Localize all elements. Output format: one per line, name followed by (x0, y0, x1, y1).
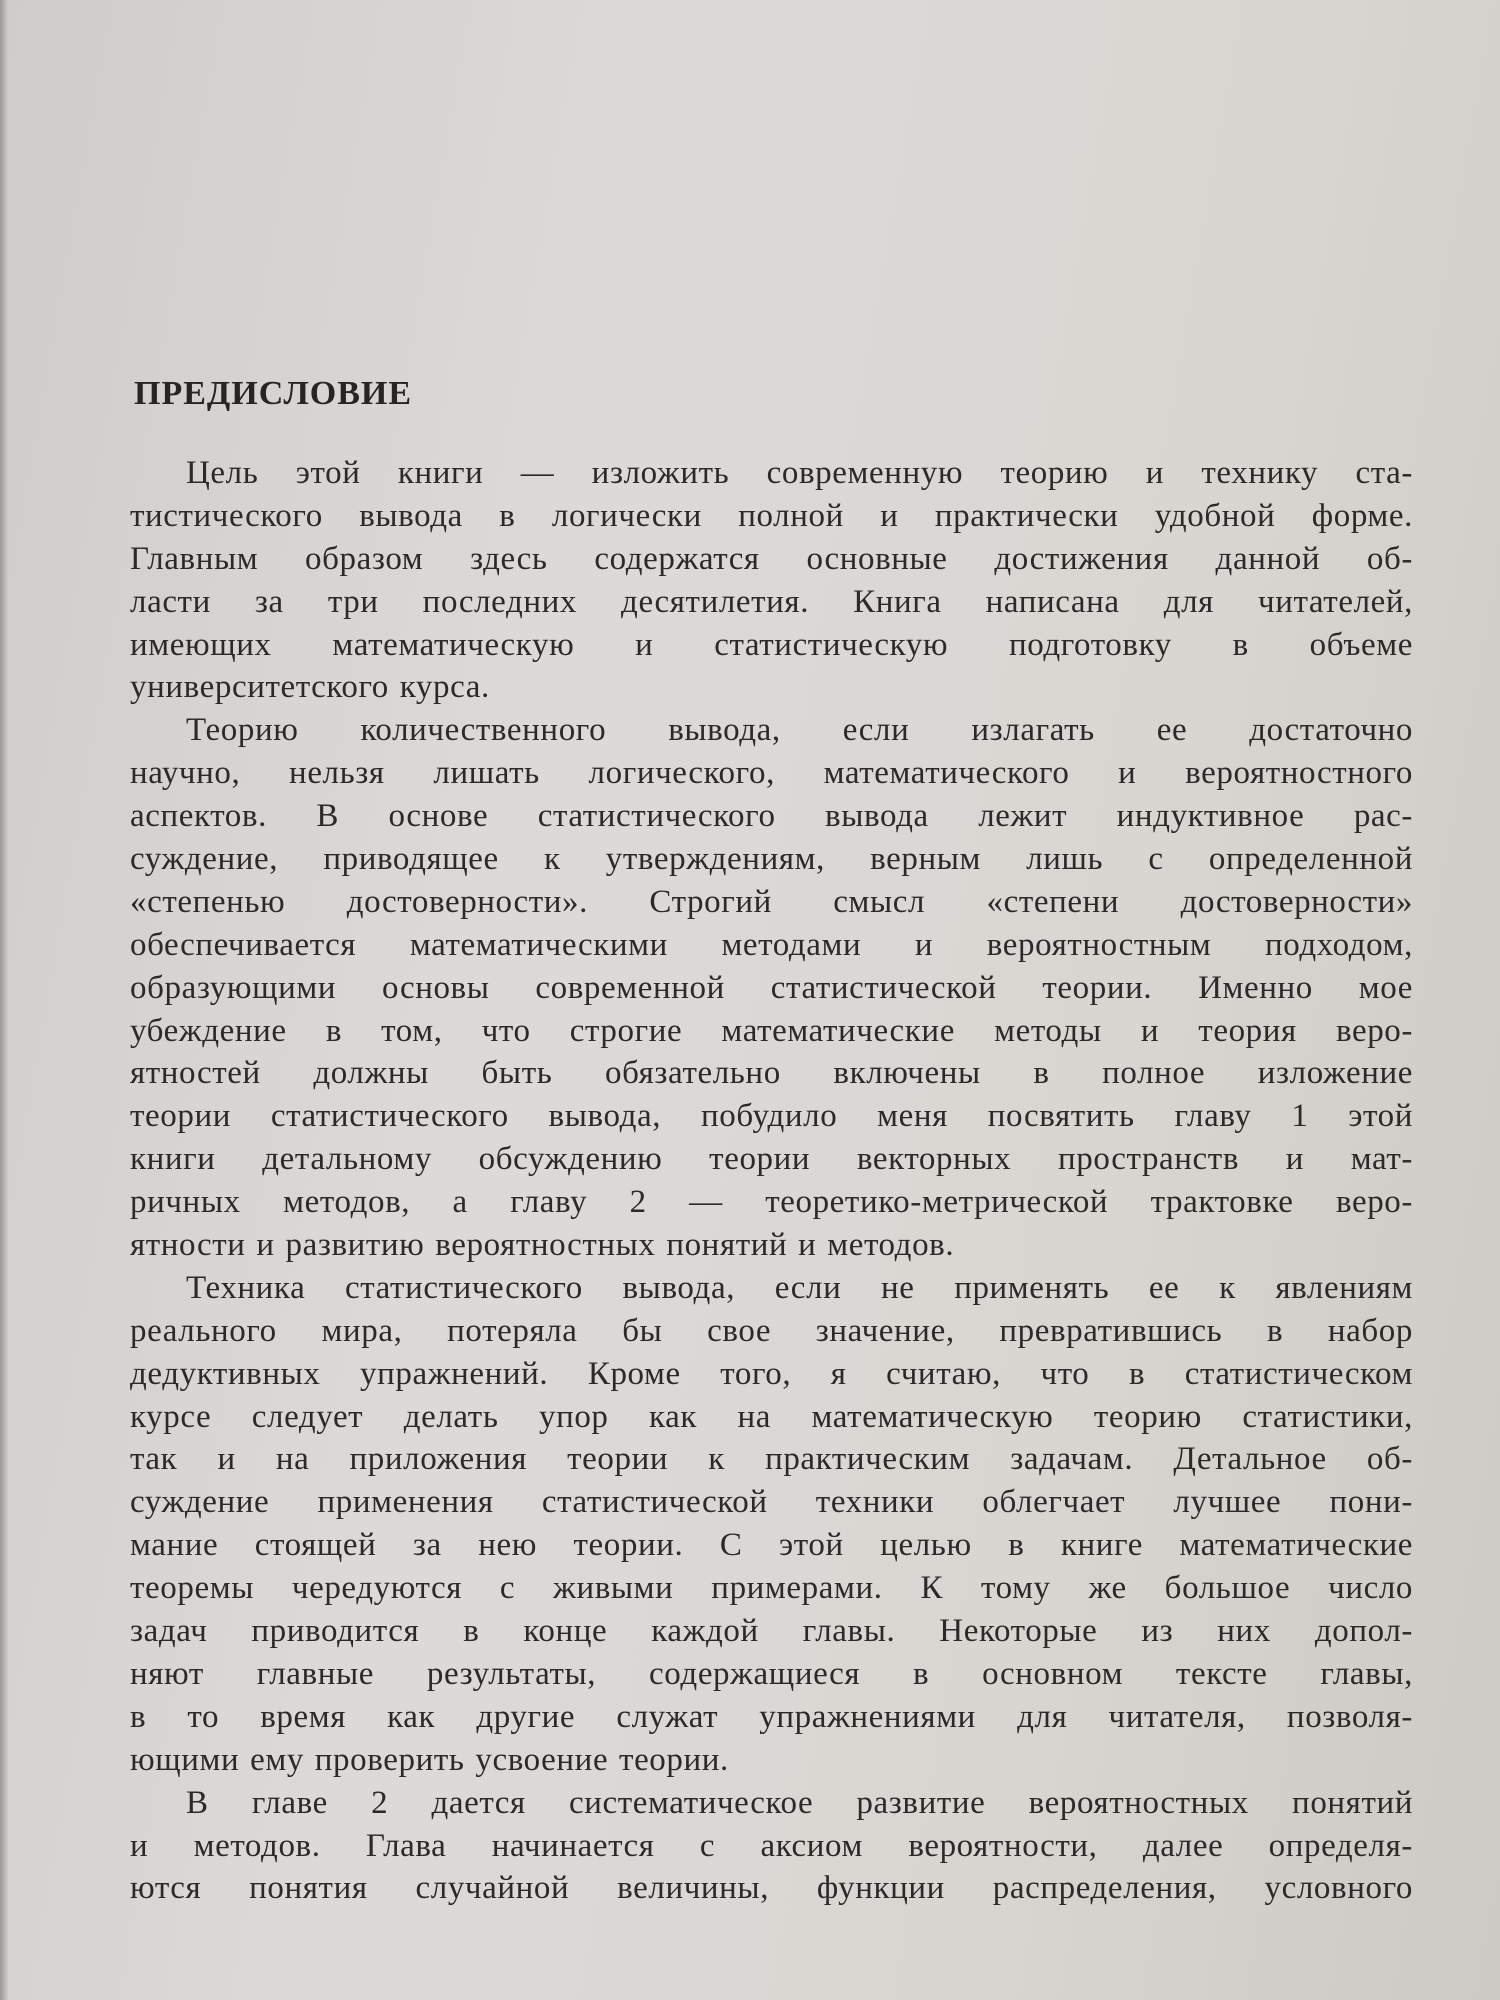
text-line: ласти за три последних десятилетия. Книга написана для читателей, (130, 583, 1413, 620)
text-line: ятности и развитию вероятностных понятий и методов. (130, 1227, 955, 1264)
text-line: в то время как другие служат упражнениями для читателя, позволя- (130, 1698, 1413, 1735)
text-line: так и на приложения теории к практическим задачам. Детальное об- (130, 1441, 1413, 1478)
text-line: аспектов. В основе статистического вывода лежит индуктивное рас- (130, 798, 1413, 835)
paragraph (130, 1782, 1413, 1911)
text-line: и методов. Глава начинается с аксиом вероятности, далее определя- (130, 1827, 1413, 1864)
text-line: теоремы чередуются с живыми примерами. К тому же большое число (130, 1570, 1413, 1607)
text-line: ятностей должны быть обязательно включены в полное изложение (130, 1055, 1413, 1092)
paragraph (130, 1267, 1413, 1782)
text-line: задач приводится в конце каждой главы. Некоторые из них допол- (130, 1613, 1413, 1650)
page-edge (0, 0, 8, 2000)
body-text (130, 452, 1413, 1910)
text-line: тистического вывода в логически полной и практически удобной форме. (130, 497, 1413, 534)
text-line: суждение применения статистической техники облегчает лучшее пони- (130, 1484, 1413, 1521)
text-line: университетского курса. (130, 669, 490, 706)
text-line: образующими основы современной статистической теории. Именно мое (130, 969, 1413, 1006)
text-line: В главе 2 дается систематическое развитие вероятностных понятий (186, 1784, 1413, 1821)
text-line: реального мира, потеряла бы свое значение, превратившись в набор (130, 1312, 1413, 1349)
text-line: ричных методов, а главу 2 — теоретико-метрической трактовке веро- (130, 1184, 1413, 1221)
text-line: курсе следует делать упор как на математическую теорию статистики, (130, 1398, 1413, 1435)
text-line: теории статистического вывода, побудило меня посвятить главу 1 этой (130, 1098, 1413, 1135)
text-line: Теорию количественного вывода, если излагать ее достаточно (186, 712, 1413, 749)
text-line: ются понятия случайной величины, функции распределения, условного (130, 1870, 1413, 1907)
text-line: научно, нельзя лишать логического, математического и вероятностного (130, 755, 1413, 792)
text-line: суждение, приводящее к утверждениям, верным лишь с определенной (130, 841, 1413, 878)
text-line: Техника статистического вывода, если не применять ее к явлениям (186, 1269, 1413, 1306)
paragraph (130, 709, 1413, 1267)
text-line: ющими ему проверить усвоение теории. (130, 1741, 729, 1778)
text-line: дедуктивных упражнений. Кроме того, я считаю, что в статистическом (130, 1355, 1413, 1392)
text-line: убеждение в том, что строгие математические методы и теория веро- (130, 1012, 1413, 1049)
text-line: обеспечивается математическими методами и вероятностным подходом, (130, 926, 1413, 963)
text-line: Цель этой книги — изложить современную теорию и технику ста- (186, 455, 1413, 491)
page-heading: ПРЕДИСЛОВИЕ (134, 374, 413, 412)
text-line: мание стоящей за нею теории. С этой целью в книге математические (130, 1527, 1413, 1564)
text-line: книги детальному обсуждению теории векторных пространств и мат- (130, 1141, 1413, 1178)
text-line: няют главные результаты, содержащиеся в основном тексте главы, (130, 1655, 1413, 1692)
text-line: имеющих математическую и статистическую подготовку в объеме (130, 626, 1413, 663)
text-line: «степенью достоверности». Строгий смысл «степени достоверности» (130, 883, 1413, 920)
paragraph (130, 452, 1413, 709)
text-line: Главным образом здесь содержатся основные достижения данной об- (130, 540, 1413, 577)
